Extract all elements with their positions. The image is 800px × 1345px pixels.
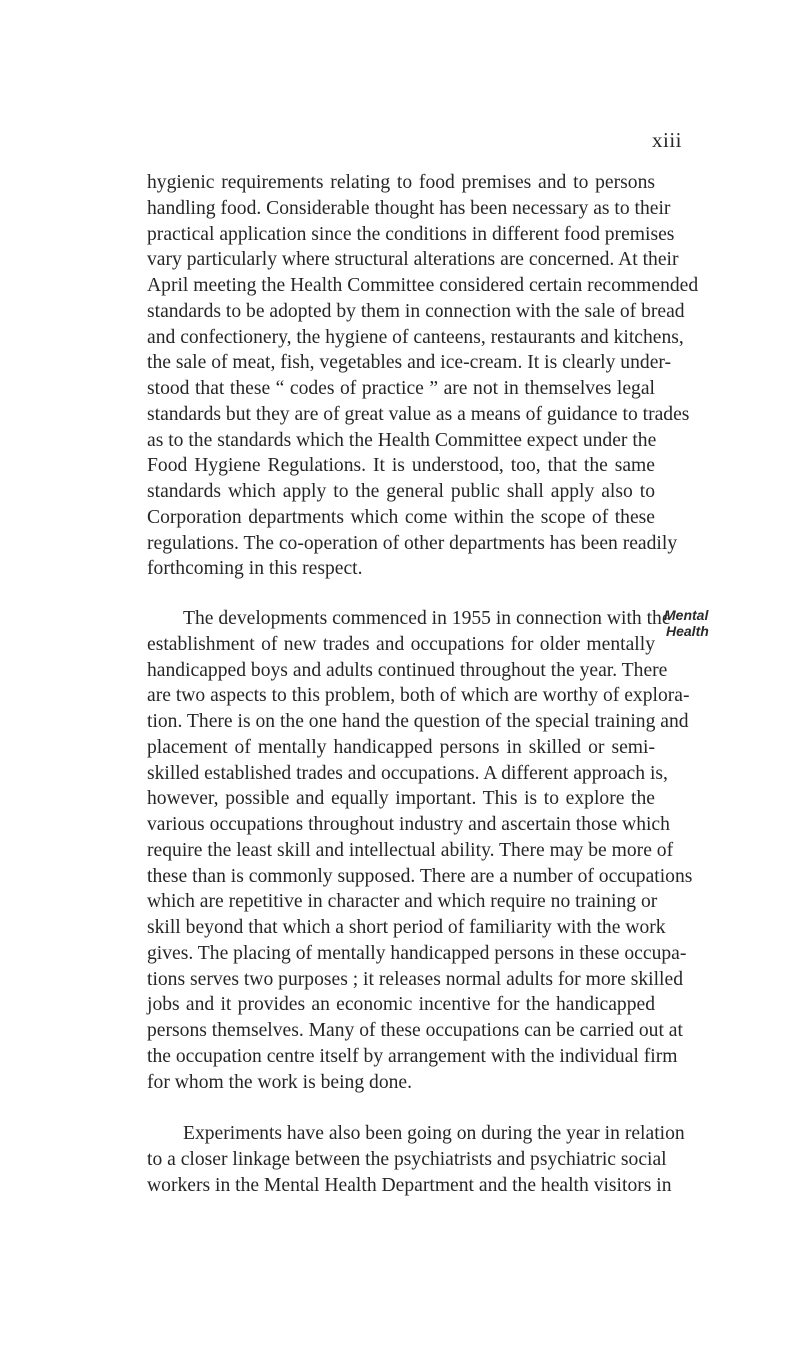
text-line: stood that these “ codes of practice ” are not in themselves legal: [147, 378, 655, 399]
text-line: The developments commenced in 1955 in connection with the: [183, 608, 671, 629]
text-line: Experiments have also been going on during the year in relation: [183, 1123, 685, 1144]
text-line: jobs and it provides an economic incentive for the handicapped: [147, 994, 655, 1016]
text-line: regulations. The co-operation of other departments has been readily: [147, 532, 678, 554]
text-line: require the least skill and intellectual ability. There may be more of: [147, 839, 674, 861]
text-line: however, possible and equally important. This is to explore the: [147, 788, 655, 810]
text-line: for whom the work is being done.: [147, 1071, 413, 1093]
text-line: hygienic requirements relating to food premises and to persons: [147, 172, 655, 193]
text-line: standards but they are of great value as a means of guidance to trades: [147, 403, 690, 425]
text-line: tions serves two purposes ; it releases normal adults for more skilled: [147, 968, 683, 990]
text-line: skilled established trades and occupations. A different approach is,: [147, 762, 668, 784]
text-line: the occupation centre itself by arrangement with the individual firm: [147, 1045, 678, 1067]
margin-note-line: Mental: [664, 607, 709, 623]
text-line: Food Hygiene Regulations. It is understood, too, that the same: [147, 455, 655, 477]
text-line: these than is commonly supposed. There are a number of occupations: [147, 865, 693, 887]
text-line: to a closer linkage between the psychiatrists and psychiatric social: [147, 1148, 667, 1170]
paragraph-experiments: [147, 1121, 685, 1198]
text-line: April meeting the Health Committee considered certain recommended: [147, 275, 699, 296]
text-line: workers in the Mental Health Department and the health visitors in: [147, 1174, 672, 1196]
text-line: gives. The placing of mentally handicapped persons in these occupa-: [147, 942, 687, 964]
text-line: are two aspects to this problem, both of which are worthy of explora-: [147, 685, 690, 707]
text-line: standards which apply to the general public shall apply also to: [147, 481, 655, 502]
text-line: handling food. Considerable thought has been necessary as to their: [147, 197, 671, 219]
text-line: various occupations throughout industry and ascertain those which: [147, 814, 670, 835]
text-line: the sale of meat, fish, vegetables and ice-cream. It is clearly under-: [147, 352, 672, 374]
text-line: as to the standards which the Health Committee expect under the: [147, 429, 657, 451]
text-line: handicapped boys and adults continued throughout the year. There: [147, 659, 668, 681]
text-line: skill beyond that which a short period of familiarity with the work: [147, 917, 666, 938]
text-line: standards to be adopted by them in connection with the sale of bread: [147, 300, 685, 322]
margin-note-mental-health: [664, 607, 709, 639]
text-line: Corporation departments which come within the scope of these: [147, 506, 655, 528]
text-line: which are repetitive in character and which require no training or: [147, 891, 658, 913]
text-line: vary particularly where structural alterations are concerned. At their: [147, 249, 679, 271]
paragraph-food-hygiene: [147, 170, 699, 582]
text-line: tion. There is on the one hand the question of the special training and: [147, 711, 689, 732]
margin-note-line: Health: [666, 623, 709, 639]
text-line: establishment of new trades and occupations for older mentally: [147, 633, 655, 655]
text-line: forthcoming in this respect.: [147, 558, 363, 580]
text-line: placement of mentally handicapped persons in skilled or semi-: [147, 736, 655, 758]
text-line: practical application since the conditions in different food premises: [147, 223, 675, 245]
page-number: xiii: [651, 128, 682, 152]
text-line: persons themselves. Many of these occupations can be carried out at: [147, 1020, 683, 1041]
text-line: and confectionery, the hygiene of canteens, restaurants and kitchens,: [147, 326, 684, 348]
